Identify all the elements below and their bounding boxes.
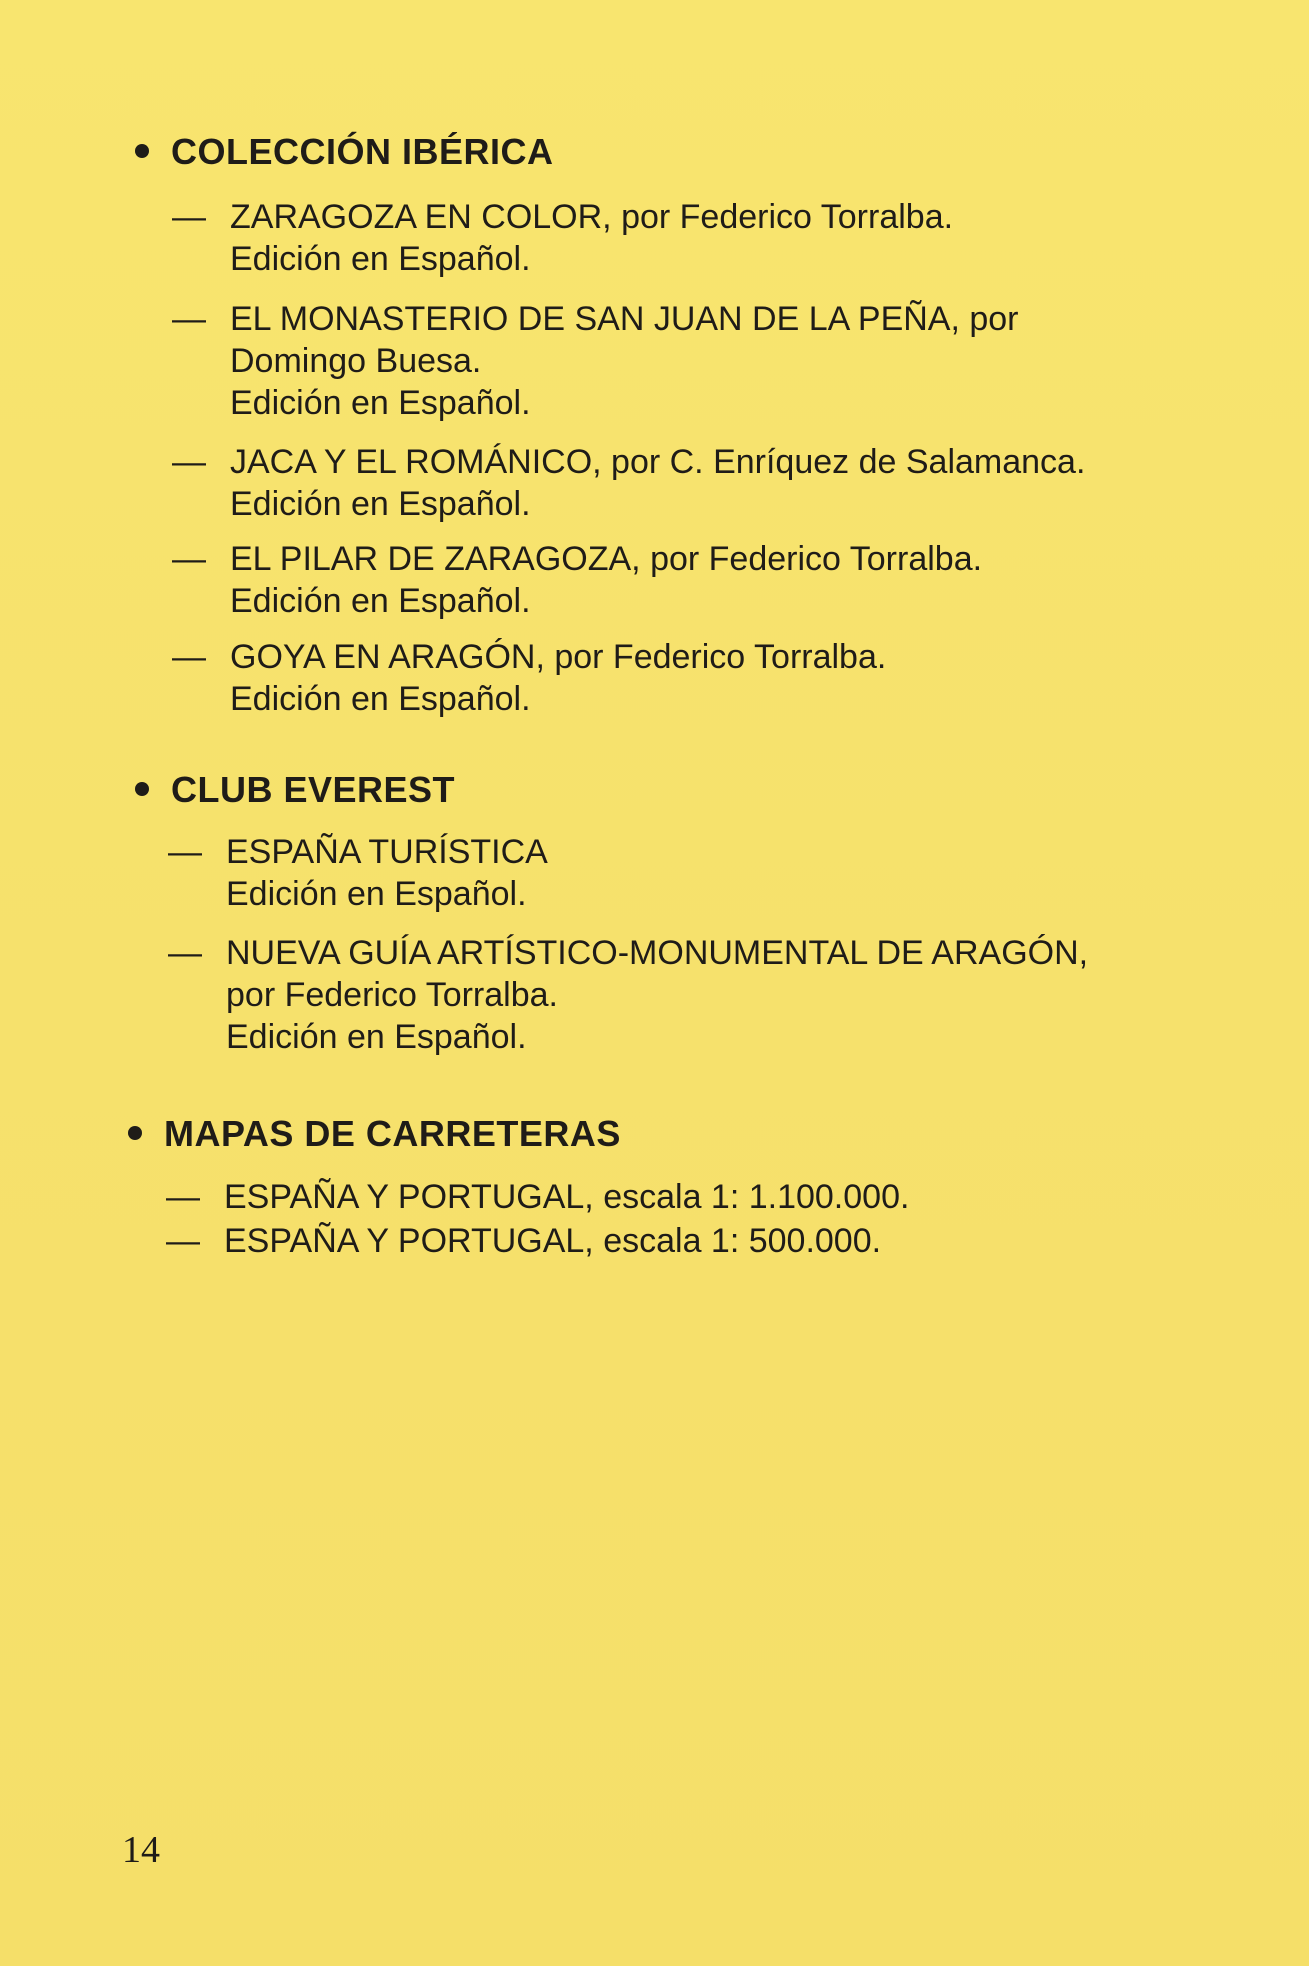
list-item: — JACA Y EL ROMÁNICO, por C. Enríquez de Salamanca. Edición en Español.: [172, 443, 1086, 523]
list-item: — ESPAÑA TURÍSTICA Edición en Español.: [168, 833, 548, 913]
dash-icon: —: [166, 1222, 200, 1260]
dash-icon: —: [166, 1178, 200, 1216]
section-heading-coleccion-iberica: COLECCIÓN IBÉRICA: [135, 130, 554, 174]
bullet-icon: [135, 782, 149, 796]
list-item: — ESPAÑA Y PORTUGAL, escala 1: 1.100.000.: [166, 1178, 910, 1216]
list-item: — ESPAÑA Y PORTUGAL, escala 1: 500.000.: [166, 1222, 882, 1260]
list-item: — EL PILAR DE ZARAGOZA, por Federico Torralba. Edición en Español.: [172, 540, 983, 620]
list-item: — ZARAGOZA EN COLOR, por Federico Torralba. Edición en Español.: [172, 198, 954, 278]
dash-icon: —: [168, 934, 202, 972]
dash-icon: —: [172, 443, 206, 481]
dash-icon: —: [172, 198, 206, 236]
dash-icon: —: [168, 833, 202, 871]
list-item: — GOYA EN ARAGÓN, por Federico Torralba. Edición en Español.: [172, 638, 887, 718]
list-item: — NUEVA GUÍA ARTÍSTICO-MONUMENTAL DE ARAGÓN, por Federico Torralba. Edición en Español.: [168, 934, 1089, 1056]
section-heading-mapas-de-carreteras: MAPAS DE CARRETERAS: [128, 1112, 621, 1156]
list-item: — EL MONASTERIO DE SAN JUAN DE LA PEÑA, por Domingo Buesa. Edición en Español.: [172, 300, 1019, 422]
section-heading-club-everest: CLUB EVEREST: [135, 768, 455, 812]
page-number: 14: [122, 1829, 160, 1871]
dash-icon: —: [172, 300, 206, 338]
bullet-icon: [135, 144, 149, 158]
dash-icon: —: [172, 540, 206, 578]
dash-icon: —: [172, 638, 206, 676]
bullet-icon: [128, 1126, 142, 1140]
